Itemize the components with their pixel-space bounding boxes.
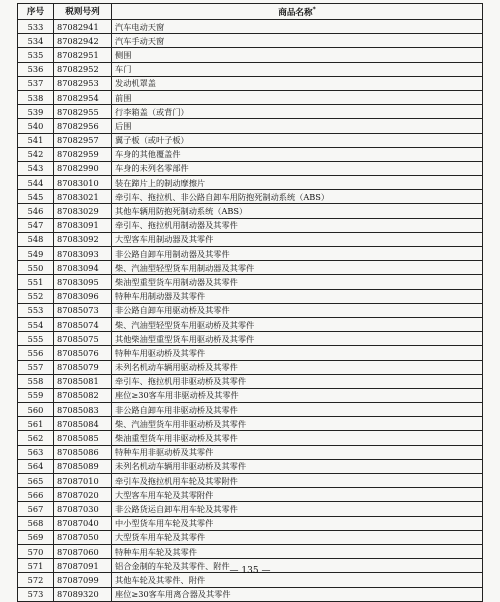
row-tariff-code: 87087091 [54, 559, 112, 573]
row-product-name: 非公路货运自卸车用车轮及其零件 [112, 502, 483, 516]
table-row [18, 403, 483, 417]
row-product-name: 非公路自卸车用制动器及其零件 [112, 247, 483, 261]
table-row [18, 20, 483, 34]
table-row [18, 161, 483, 175]
row-tariff-code: 87083021 [54, 190, 112, 204]
table-row [18, 90, 483, 104]
row-seq: 534 [18, 34, 54, 48]
row-tariff-code: 87085086 [54, 445, 112, 459]
row-product-name: 侧围 [112, 48, 483, 62]
row-product-name: 特种车用车轮及其零件 [112, 544, 483, 558]
row-tariff-code: 87083091 [54, 218, 112, 232]
table-row [18, 232, 483, 246]
row-product-name: 装在蹄片上的制动摩擦片 [112, 176, 483, 190]
row-seq: 533 [18, 20, 54, 34]
table-row [18, 474, 483, 488]
row-product-name: 柴、汽油型轻型货车用制动器及其零件 [112, 261, 483, 275]
row-product-name: 中小型货车用车轮及其零件 [112, 516, 483, 530]
row-tariff-code: 87082942 [54, 34, 112, 48]
row-tariff-code: 87087099 [54, 573, 112, 587]
table-row [18, 346, 483, 360]
row-seq: 553 [18, 303, 54, 317]
row-product-name: 未列名机动车辆用非驱动桥及其零件 [112, 459, 483, 473]
row-seq: 540 [18, 119, 54, 133]
row-tariff-code: 87089320 [54, 587, 112, 601]
table-row [18, 62, 483, 76]
row-seq: 536 [18, 62, 54, 76]
row-product-name: 特种车用非驱动桥及其零件 [112, 445, 483, 459]
table-row [18, 119, 483, 133]
table-row [18, 459, 483, 473]
table-row [18, 544, 483, 558]
row-product-name: 铝合金制的车轮及其零件、附件 [112, 559, 483, 573]
row-seq: 563 [18, 445, 54, 459]
row-product-name: 柴、汽油型货车用非驱动桥及其零件 [112, 417, 483, 431]
row-product-name: 大型客车用制动器及其零件 [112, 232, 483, 246]
row-product-name: 牵引车、拖拉机用制动器及其零件 [112, 218, 483, 232]
row-seq: 568 [18, 516, 54, 530]
row-product-name: 柴油型重型货车用制动器及其零件 [112, 275, 483, 289]
header-name [112, 4, 483, 20]
row-seq: 556 [18, 346, 54, 360]
row-product-name: 发动机罩盖 [112, 76, 483, 90]
table-row [18, 105, 483, 119]
row-product-name: 其他柴油型重型货车用驱动桥及其零件 [112, 332, 483, 346]
row-tariff-code: 87087040 [54, 516, 112, 530]
row-tariff-code: 87083096 [54, 289, 112, 303]
row-tariff-code: 87083095 [54, 275, 112, 289]
row-tariff-code: 87085085 [54, 431, 112, 445]
row-product-name: 牵引车及拖拉机用车轮及其零附件 [112, 474, 483, 488]
row-product-name: 车身的未列名零部件 [112, 161, 483, 175]
row-tariff-code: 87082959 [54, 147, 112, 161]
row-product-name: 其他车辆用防抱死制动系统（ABS） [112, 204, 483, 218]
row-seq: 573 [18, 587, 54, 601]
table-row [18, 431, 483, 445]
row-tariff-code: 87087050 [54, 530, 112, 544]
row-product-name: 特种车用制动器及其零件 [112, 289, 483, 303]
row-seq: 548 [18, 232, 54, 246]
table-row [18, 218, 483, 232]
table-row [18, 147, 483, 161]
row-tariff-code: 87085081 [54, 374, 112, 388]
row-seq: 572 [18, 573, 54, 587]
row-seq: 557 [18, 360, 54, 374]
table-row [18, 317, 483, 331]
table-row [18, 360, 483, 374]
page-number: — 135 — [229, 566, 271, 576]
table-row [18, 176, 483, 190]
table-row [18, 204, 483, 218]
row-product-name: 其他车轮及其零件、附件 [112, 573, 483, 587]
table-row [18, 417, 483, 431]
row-seq: 564 [18, 459, 54, 473]
table-row [18, 247, 483, 261]
table-row [18, 374, 483, 388]
row-seq: 541 [18, 133, 54, 147]
row-seq: 558 [18, 374, 54, 388]
row-tariff-code: 87083094 [54, 261, 112, 275]
row-product-name: 汽车电动天窗 [112, 20, 483, 34]
row-product-name: 非公路自卸车用驱动桥及其零件 [112, 303, 483, 317]
row-seq: 539 [18, 105, 54, 119]
row-seq: 569 [18, 530, 54, 544]
header-code: 税则号列 [54, 4, 112, 20]
row-seq: 543 [18, 161, 54, 175]
row-tariff-code: 87083010 [54, 176, 112, 190]
row-product-name: 大型货车用车轮及其零件 [112, 530, 483, 544]
table-row [18, 502, 483, 516]
table-row [18, 587, 483, 601]
row-tariff-code: 87085073 [54, 303, 112, 317]
row-seq: 549 [18, 247, 54, 261]
row-product-name: 牵引车、拖拉机用非驱动桥及其零件 [112, 374, 483, 388]
row-product-name: 牵引车、拖拉机、非公路自卸车用防抱死制动系统（ABS） [112, 190, 483, 204]
row-tariff-code: 87085089 [54, 459, 112, 473]
table-header-row [18, 4, 483, 20]
table-row [18, 289, 483, 303]
row-seq: 566 [18, 488, 54, 502]
row-product-name: 大型客车用车轮及其零附件 [112, 488, 483, 502]
table-row [18, 275, 483, 289]
row-tariff-code: 87085079 [54, 360, 112, 374]
row-tariff-code: 87083029 [54, 204, 112, 218]
row-tariff-code: 87083092 [54, 232, 112, 246]
row-tariff-code: 87085083 [54, 403, 112, 417]
row-seq: 535 [18, 48, 54, 62]
row-product-name: 行李箱盖（或背门） [112, 105, 483, 119]
row-product-name: 柴油重型货车用非驱动桥及其零件 [112, 431, 483, 445]
row-product-name: 非公路自卸车用非驱动桥及其零件 [112, 403, 483, 417]
row-seq: 559 [18, 388, 54, 402]
row-seq: 562 [18, 431, 54, 445]
header-name-label: 商品名称 [278, 7, 313, 18]
row-product-name: 翼子板（或叶子板） [112, 133, 483, 147]
row-tariff-code: 87087010 [54, 474, 112, 488]
row-tariff-code: 87082954 [54, 90, 112, 104]
table-row [18, 190, 483, 204]
tariff-table [17, 3, 483, 602]
row-product-name: 前围 [112, 90, 483, 104]
table-row [18, 388, 483, 402]
row-seq: 546 [18, 204, 54, 218]
row-tariff-code: 87085084 [54, 417, 112, 431]
table-row [18, 34, 483, 48]
row-tariff-code: 87082951 [54, 48, 112, 62]
row-tariff-code: 87085074 [54, 317, 112, 331]
row-tariff-code: 87087060 [54, 544, 112, 558]
row-seq: 565 [18, 474, 54, 488]
row-tariff-code: 87082953 [54, 76, 112, 90]
row-product-name: 座位≥30客车用非驱动桥及其零件 [112, 388, 483, 402]
row-product-name: 未列名机动车辆用驱动桥及其零件 [112, 360, 483, 374]
row-product-name: 柴、汽油型轻型货车用驱动桥及其零件 [112, 317, 483, 331]
row-tariff-code: 87087020 [54, 488, 112, 502]
row-seq: 554 [18, 317, 54, 331]
row-seq: 561 [18, 417, 54, 431]
table-row [18, 76, 483, 90]
row-tariff-code: 87082990 [54, 161, 112, 175]
row-tariff-code: 87082941 [54, 20, 112, 34]
row-seq: 567 [18, 502, 54, 516]
row-seq: 571 [18, 559, 54, 573]
row-product-name: 后围 [112, 119, 483, 133]
row-product-name: 车门 [112, 62, 483, 76]
row-product-name: 座位≥30客车用离合器及其零件 [112, 587, 483, 601]
row-seq: 544 [18, 176, 54, 190]
table-body [18, 20, 483, 602]
row-seq: 552 [18, 289, 54, 303]
table-row [18, 133, 483, 147]
row-tariff-code: 87085075 [54, 332, 112, 346]
row-product-name: 特种车用驱动桥及其零件 [112, 346, 483, 360]
row-seq: 538 [18, 90, 54, 104]
row-product-name: 汽车手动天窗 [112, 34, 483, 48]
table-row [18, 445, 483, 459]
row-tariff-code: 87082956 [54, 119, 112, 133]
row-seq: 547 [18, 218, 54, 232]
row-tariff-code: 87085076 [54, 346, 112, 360]
header-seq: 序号 [18, 4, 54, 20]
header-name-mark: * [312, 6, 316, 14]
row-tariff-code: 87083093 [54, 247, 112, 261]
row-seq: 560 [18, 403, 54, 417]
table-row [18, 303, 483, 317]
row-seq: 555 [18, 332, 54, 346]
row-tariff-code: 87082957 [54, 133, 112, 147]
row-seq: 551 [18, 275, 54, 289]
row-seq: 542 [18, 147, 54, 161]
row-product-name: 车身的其他覆盖件 [112, 147, 483, 161]
table-row [18, 516, 483, 530]
row-tariff-code: 87082952 [54, 62, 112, 76]
row-seq: 570 [18, 544, 54, 558]
row-tariff-code: 87082955 [54, 105, 112, 119]
row-seq: 550 [18, 261, 54, 275]
row-tariff-code: 87087030 [54, 502, 112, 516]
table-row [18, 488, 483, 502]
row-seq: 537 [18, 76, 54, 90]
table-row [18, 332, 483, 346]
table-row [18, 48, 483, 62]
row-tariff-code: 87085082 [54, 388, 112, 402]
table-row [18, 261, 483, 275]
table-row [18, 530, 483, 544]
row-seq: 545 [18, 190, 54, 204]
